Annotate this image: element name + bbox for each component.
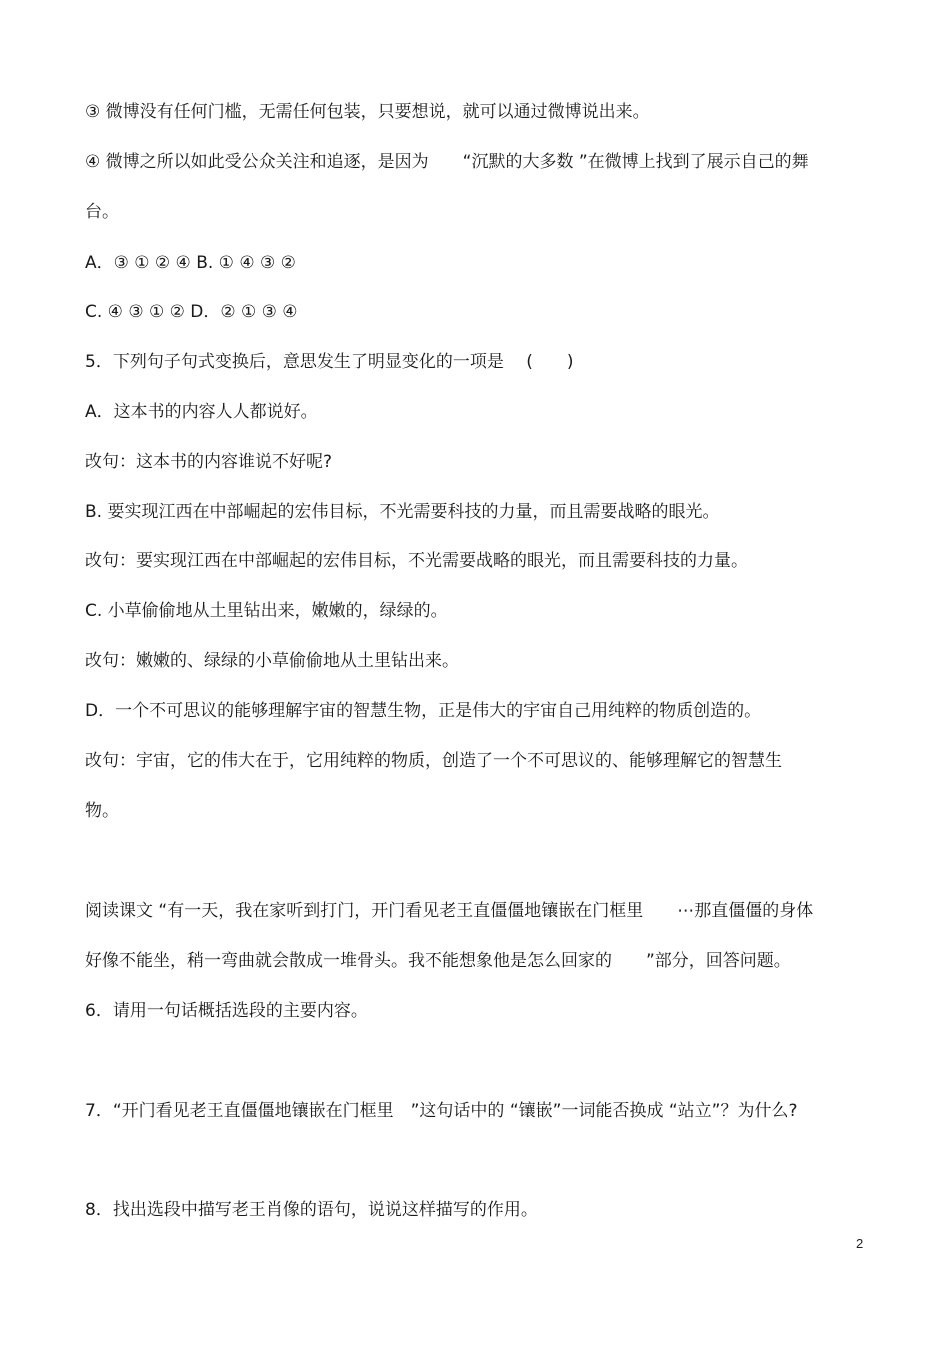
answer-choices-c-d: C. ④ ③ ① ② D．② ① ③ ④: [85, 302, 298, 322]
reading-instruction: 阅读课文 “有一天，我在家听到打门，开门看见老王直僵僵地镶嵌在门框里 ⋯那直僵僵的身体: [85, 901, 814, 921]
question-8: 8．找出选段中描写老王肖像的语句，说说这样描写的作用。: [85, 1200, 538, 1220]
question-7: 7．“开门看见老王直僵僵地镶嵌在门框里 ”这句话中的 “镶嵌”一词能否换成 “站立”？为什么?: [85, 1101, 798, 1121]
page-number: 2: [856, 1236, 864, 1251]
answer-choices-a-b: A．③ ① ② ④ B. ① ④ ③ ②: [85, 253, 296, 273]
question-5-option-c-revised: 改句：嫩嫩的、绿绿的小草偷偷地从土里钻出来。: [85, 651, 459, 671]
question-5: 5．下列句子句式变换后，意思发生了明显变化的一项是 ( ): [85, 352, 574, 372]
question-6: 6．请用一句话概括选段的主要内容。: [85, 1001, 368, 1021]
question-5-option-d-revised: 改句：宇宙，它的伟大在于，它用纯粹的物质，创造了一个不可思议的、能够理解它的智慧生: [85, 751, 782, 771]
question-5-option-b: B. 要实现江西在中部崛起的宏伟目标，不光需要科技的力量，而且需要战略的眼光。: [85, 502, 720, 522]
reading-instruction-continued: 好像不能坐，稍一弯曲就会散成一堆骨头。我不能想象他是怎么回家的 ”部分，回答问题。: [85, 951, 791, 971]
question-5-option-a-revised: 改句：这本书的内容谁说不好呢?: [85, 452, 333, 472]
question-5-option-d: D．一个不可思议的能够理解宇宙的智慧生物，正是伟大的宇宙自己用纯粹的物质创造的。: [85, 701, 762, 721]
option-item-4-continued: 台。: [85, 202, 119, 222]
question-5-option-c: C. 小草偷偷地从土里钻出来，嫩嫩的，绿绿的。: [85, 601, 448, 621]
question-5-option-d-revised-continued: 物。: [85, 801, 119, 821]
question-5-option-a: A．这本书的内容人人都说好。: [85, 402, 318, 422]
option-item-4: ④ 微博之所以如此受公众关注和追逐，是因为 “沉默的大多数 ”在微博上找到了展示自己的舞: [85, 152, 809, 172]
question-5-option-b-revised: 改句：要实现江西在中部崛起的宏伟目标，不光需要战略的眼光，而且需要科技的力量。: [85, 551, 748, 571]
option-item-3: ③ 微博没有任何门槛，无需任何包装，只要想说，就可以通过微博说出来。: [85, 102, 650, 122]
